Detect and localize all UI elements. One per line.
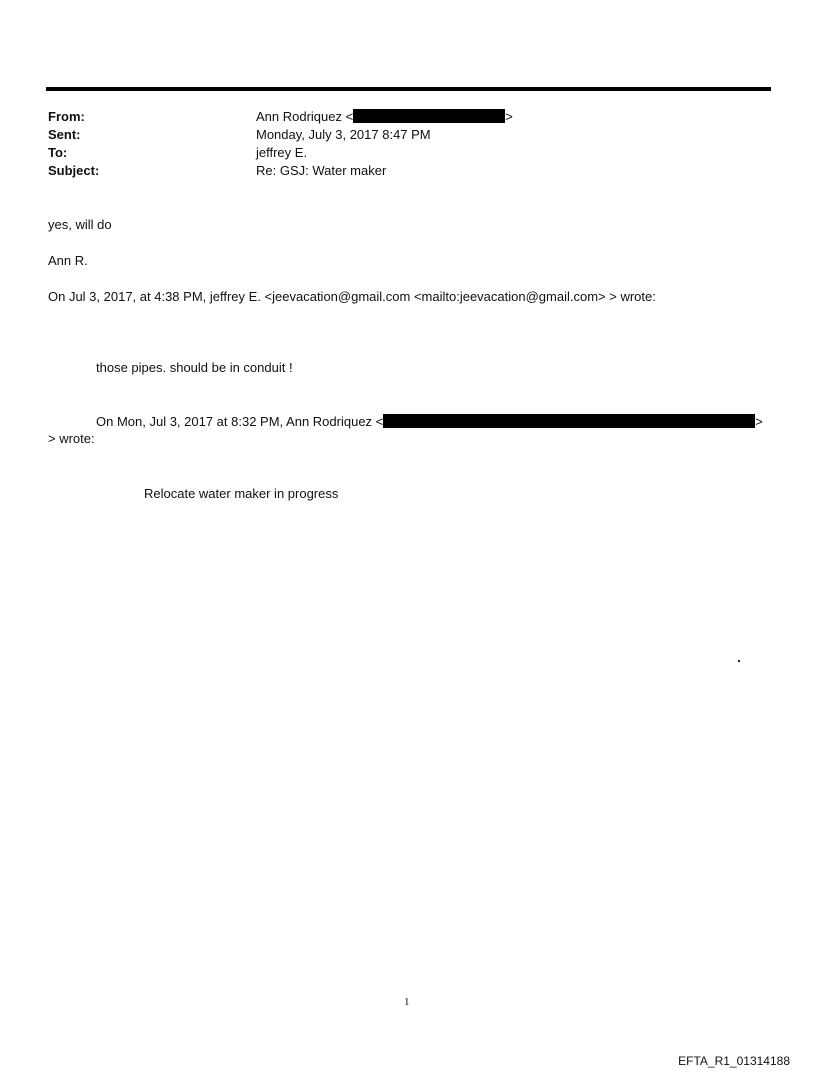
sent-label: Sent: xyxy=(48,127,81,142)
page-number: 1 xyxy=(404,996,410,1008)
from-name: Ann Rodriquez < xyxy=(256,109,354,124)
redaction-box xyxy=(353,109,505,123)
from-value xyxy=(256,108,513,126)
quote2-text: Relocate water maker in progress xyxy=(144,486,339,501)
stray-mark xyxy=(738,660,740,662)
subject-value: Re: GSJ: Water maker xyxy=(256,163,387,178)
from-label: From: xyxy=(48,109,85,124)
quote2-intro-start: On Mon, Jul 3, 2017 at 8:32 PM, Ann Rodriquez < xyxy=(96,414,384,429)
subject-label: Subject: xyxy=(48,163,100,178)
from-close: > xyxy=(505,109,513,124)
quote1-text: those pipes. should be in conduit ! xyxy=(96,360,293,375)
quote2-wrote: > wrote: xyxy=(48,431,95,446)
to-value: jeffrey E. xyxy=(256,145,308,160)
header-divider xyxy=(46,87,771,91)
sent-value: Monday, July 3, 2017 8:47 PM xyxy=(256,127,431,142)
to-row xyxy=(48,144,748,162)
from-row xyxy=(48,108,748,126)
signature: Ann R. xyxy=(48,253,88,268)
quote2-intro xyxy=(96,413,763,431)
redaction-box xyxy=(383,414,755,428)
subject-row xyxy=(48,162,748,180)
to-label: To: xyxy=(48,145,68,160)
sent-row xyxy=(48,126,748,144)
reply-text: yes, will do xyxy=(48,217,112,232)
document-id: EFTA_R1_01314188 xyxy=(678,1054,790,1068)
quote1-intro: On Jul 3, 2017, at 4:38 PM, jeffrey E. <jeevacation@gmail.com <mailto:jeevacation@gmail.com> > wrote: xyxy=(48,289,656,304)
quote2-intro-end: > xyxy=(755,414,763,429)
